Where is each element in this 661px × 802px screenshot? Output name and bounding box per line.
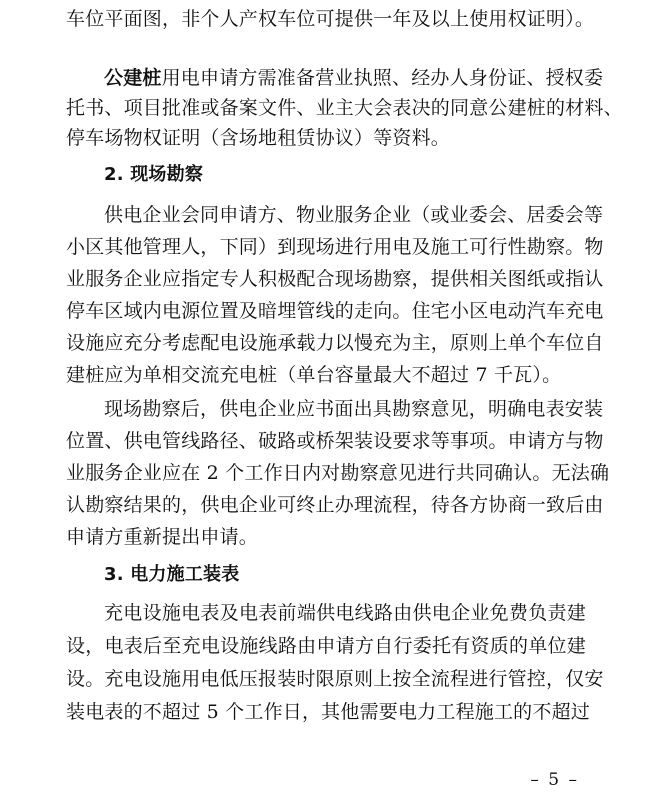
text-line: 业服务企业应指定专人积极配合现场勘察，提供相关图纸或指认 [66, 268, 604, 290]
section-heading: 3. 电力施工装表 [104, 564, 240, 585]
text-line: 停车场物权证明（含场地租赁协议）等资料。 [66, 127, 451, 149]
text-line: 供电企业会同申请方、物业服务企业（或业委会、居委会等 [104, 204, 604, 226]
text-line: 位置、供电管线路径、破路或桥架装设要求等事项。申请方与物 [66, 430, 604, 452]
text-line: 现场勘察后，供电企业应书面出具勘察意见，明确电表安装 [104, 398, 604, 420]
text-line: 小区其他管理人，下同）到现场进行用电及施工可行性勘察。物 [66, 236, 604, 258]
text-line: 设施应充分考虑配电设施承载力以慢充为主，原则上单个车位自 [66, 332, 604, 354]
text-line: 充电设施电表及电表前端供电线路由供电企业免费负责建 [104, 602, 586, 624]
text-line: 业服务企业应在 2 个工作日内对勘察意见进行共同确认。无法确 [66, 462, 610, 484]
bold-term: 公建桩 [104, 67, 162, 89]
text-line: 设，电表后至充电设施线路由申请方自行委托有资质的单位建 [66, 635, 586, 657]
section-heading: 2. 现场勘察 [104, 164, 204, 185]
page-number: – 5 – [530, 770, 579, 790]
text-line: 建桩应为单相交流充电桩（单台容量最大不超过 7 千瓦）。 [66, 364, 562, 386]
text-line [104, 63, 604, 93]
text-line: 车位平面图，非个人产权车位可提供一年及以上使用权证明）。 [66, 8, 595, 30]
text-line: 设。充电设施用电低压报装时限原则上按全流程进行管控，仅安 [66, 668, 604, 690]
text-line: 申请方重新提出申请。 [66, 526, 259, 548]
text-span: 用电申请方需准备营业执照、经办人身份证、授权委 [161, 67, 604, 89]
text-line: 装电表的不超过 5 个工作日，其他需要电力工程施工的不超过 [66, 701, 590, 723]
text-line: 认勘察结果的，供电企业可终止办理流程，待各方协商一致后由 [66, 494, 604, 516]
text-line: 托书、项目批准或备案文件、业主大会表决的同意公建桩的材料、 [66, 97, 623, 119]
text-line: 停车区域内电源位置及暗埋管线的走向。住宅小区电动汽车充电 [66, 300, 604, 322]
